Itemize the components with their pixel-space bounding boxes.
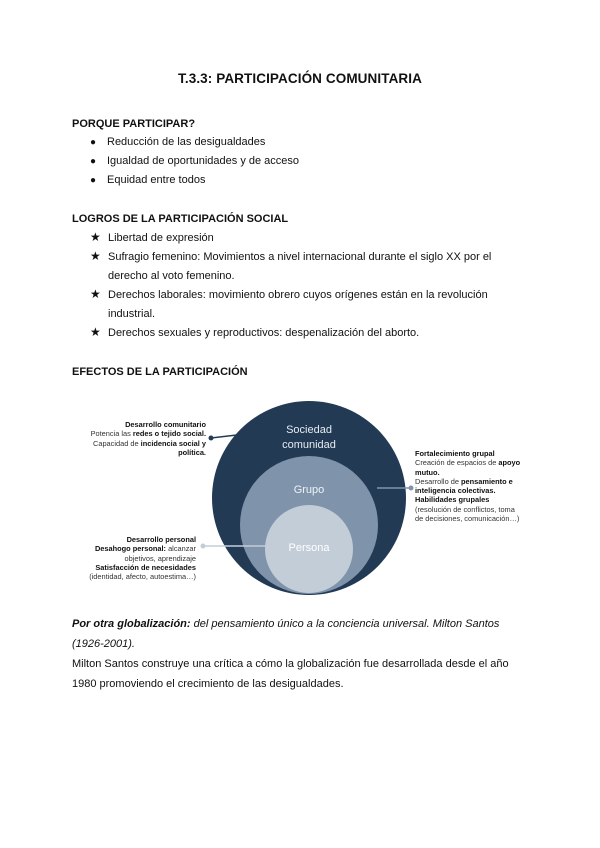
list-item: ★ Derechos sexuales y reproductivos: despenalización del aborto. — [72, 324, 532, 343]
participation-circles-diagram — [66, 400, 546, 600]
closing-paragraph — [72, 614, 542, 694]
connector-dot — [201, 544, 206, 549]
closing-body-2: 1980 promoviendo el crecimiento de las desigualdades. — [72, 678, 344, 690]
page-title: T.3.3: PARTICIPACIÓN COMUNITARIA — [178, 71, 422, 86]
star-icon: ★ — [90, 249, 101, 263]
annotation-desarrollo-personal: Desarrollo personal Desahogo personal: alcanzar objetivos, aprendizaje Satisfacción de necesidades (identidad, afecto, autoestima…) — [89, 535, 196, 582]
connector-dot — [209, 436, 214, 441]
star-icon: ★ — [90, 230, 101, 244]
star-list-logros — [72, 229, 532, 343]
middle-label: Grupo — [293, 484, 325, 496]
list-item: ● Equidad entre todos — [72, 171, 532, 190]
section-heading-porque-participar: PORQUE PARTICIPAR? — [72, 118, 196, 130]
list-item: ● Igualdad de oportunidades y de acceso — [72, 152, 532, 171]
inner-label: Persona — [288, 542, 330, 554]
closing-lead-2: (1926-2001). — [72, 638, 135, 650]
outer-label-1: Sociedad — [286, 424, 332, 436]
bullet-icon: ● — [90, 156, 97, 167]
section-heading-efectos: EFECTOS DE LA PARTICIPACIÓN — [72, 366, 248, 378]
annotation-fortalecimiento-grupal: Fortalecimiento grupal Creación de espacios de apoyo mutuo. Desarrollo de pensamiento e inteligencia colectivas. Habilidades grupales (resolución de conflictos, toma de decisiones, comunicación…) — [415, 449, 521, 524]
bullet-icon: ● — [90, 137, 97, 148]
list-item: ★ Libertad de expresión — [72, 229, 532, 248]
closing-body-1: Milton Santos construye una crítica a cómo la globalización fue desarrollada desde el año — [72, 658, 509, 670]
list-item: ★ Sufragio femenino: Movimientos a nivel internacional durante el siglo XX por el derecho al voto femenino. — [90, 249, 492, 282]
bullet-icon: ● — [90, 175, 97, 186]
star-icon: ★ — [90, 325, 101, 339]
closing-lead: Por otra globalización: del pensamiento único a la conciencia universal. Milton Santos — [72, 618, 500, 630]
bullet-list-porque — [72, 133, 532, 190]
list-item: ★ Derechos laborales: movimiento obrero cuyos orígenes están en la revolución industrial. — [90, 287, 488, 320]
list-item: ● Reducción de las desigualdades — [72, 133, 532, 152]
connector-dot — [409, 486, 414, 491]
outer-label-2: comunidad — [282, 439, 336, 451]
star-icon: ★ — [90, 287, 101, 301]
annotation-desarrollo-comunitario: Desarrollo comunitario Potencia las redes o tejido social. Capacidad de incidencia social y política. — [90, 420, 206, 457]
section-heading-logros: LOGROS DE LA PARTICIPACIÓN SOCIAL — [72, 213, 289, 225]
